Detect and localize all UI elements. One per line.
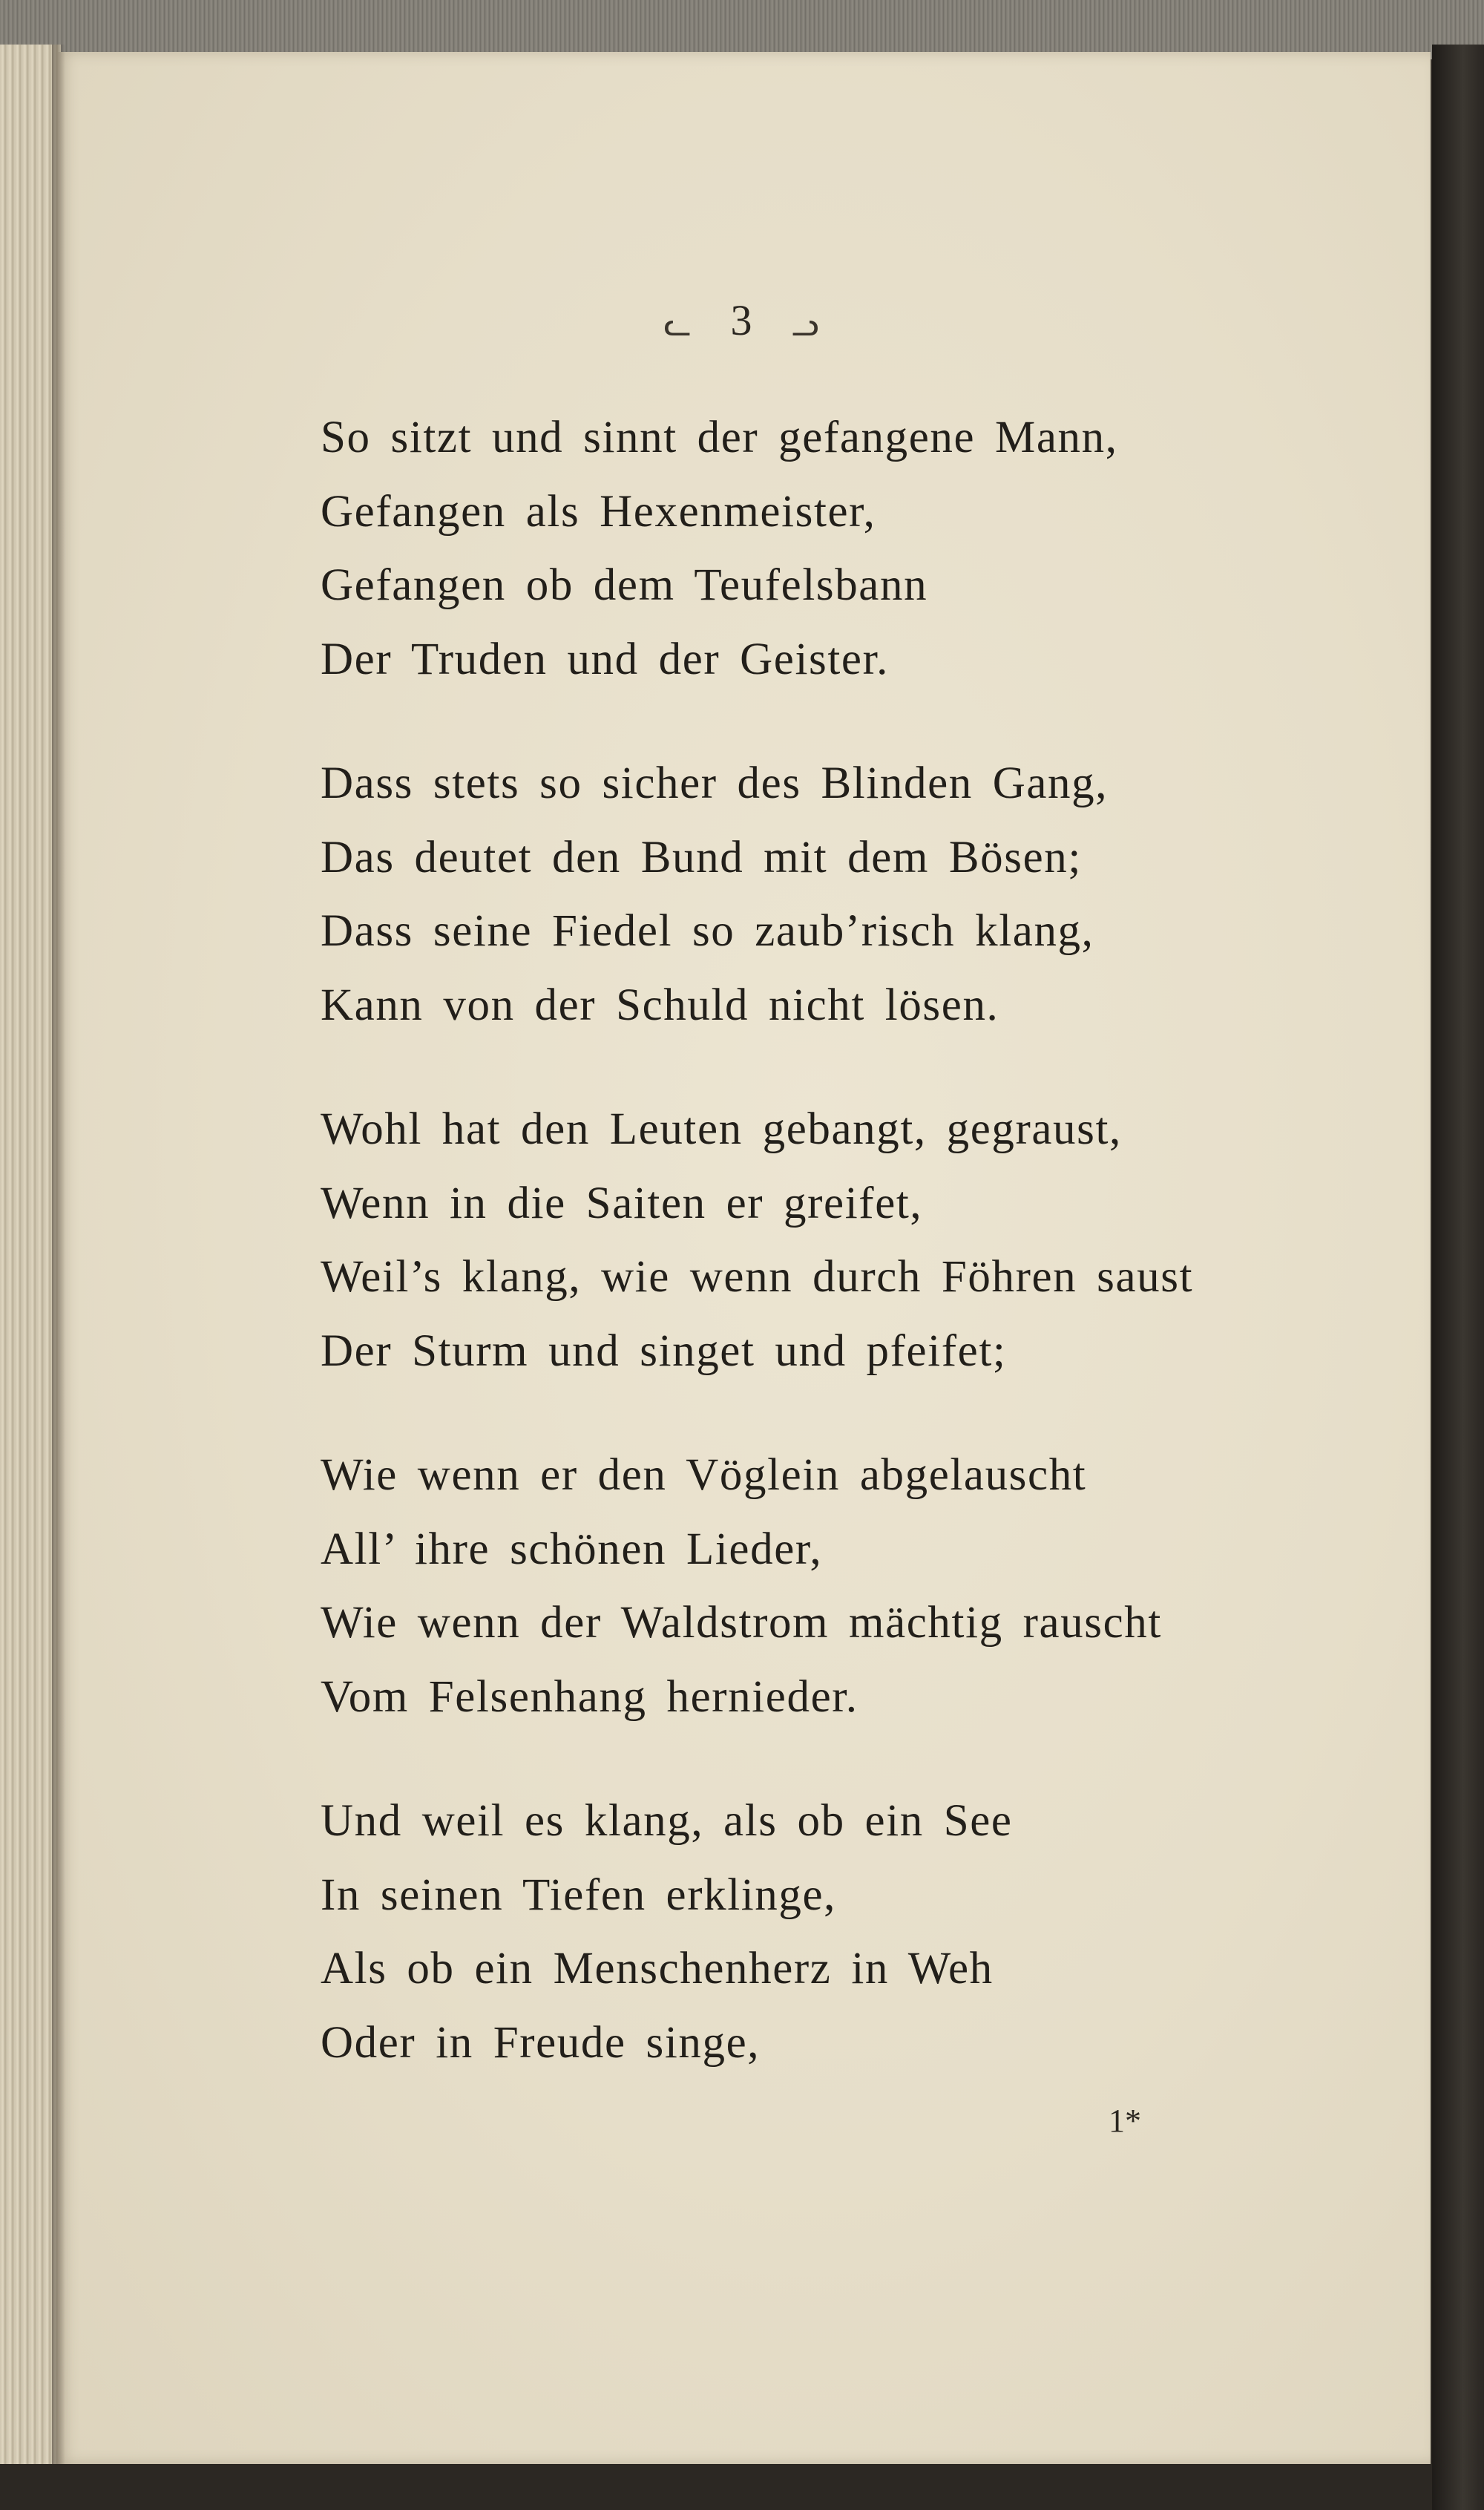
verse-line: Wenn in die Saiten er greifet,: [321, 1178, 923, 1228]
stanza: [321, 401, 1285, 696]
verse-line: Und weil es klang, als ob ein See: [321, 1796, 1013, 1846]
page-header: [0, 295, 1484, 345]
verse-line: Wohl hat den Leuten gebangt, gegraust,: [321, 1104, 1122, 1154]
gutter-shadow: [52, 45, 65, 2464]
verse-line: So sitzt und sinnt der gefangene Mann,: [321, 413, 1118, 462]
verse-line: Gefangen als Hexenmeister,: [321, 486, 876, 537]
verse-line: Dass seine Fiedel so zaub’risch klang,: [321, 906, 1094, 956]
verse-line: In seinen Tiefen erklinge,: [321, 1870, 837, 1920]
poem-text: [321, 401, 1285, 2130]
ornament-left-icon: ᓚ: [663, 307, 693, 344]
verse-line: Der Truden und der Geister.: [321, 634, 889, 684]
page-number: 3: [730, 296, 754, 344]
verse-line: Als ob ein Menschenherz in Weh: [321, 1944, 994, 1993]
verse-line: Dass stets so sicher des Blinden Gang,: [321, 758, 1109, 808]
verse-line: Kann von der Schuld nicht lösen.: [321, 980, 999, 1030]
stanza: [321, 747, 1285, 1042]
stanza: [321, 1438, 1285, 1734]
verse-line: Oder in Freude singe,: [321, 2017, 761, 2068]
ornament-right-icon: ᓗ: [791, 307, 821, 344]
verse-line: Der Sturm und singet und pfeifet;: [321, 1326, 1007, 1376]
cover-edge: [1432, 45, 1484, 2510]
verse-line: Vom Felsenhang hernieder.: [321, 1671, 858, 1722]
verse-line: Wie wenn er den Vöglein abgelauscht: [321, 1450, 1087, 1500]
cover-binding: [0, 0, 1484, 59]
verse-line: All’ ihre schönen Lieder,: [321, 1524, 823, 1574]
verse-line: Gefangen ob dem Teufelsbann: [321, 560, 928, 610]
stanza: [321, 1092, 1285, 1388]
signature-mark: 1*: [1109, 2103, 1141, 2139]
verse-line: Das deutet den Bund mit dem Bösen;: [321, 832, 1082, 882]
stanza: [321, 1784, 1285, 2080]
verse-line: Wie wenn der Waldstrom mächtig rauscht: [321, 1598, 1162, 1648]
verse-line: Weil’s klang, wie wenn durch Föhren saust: [321, 1252, 1194, 1302]
